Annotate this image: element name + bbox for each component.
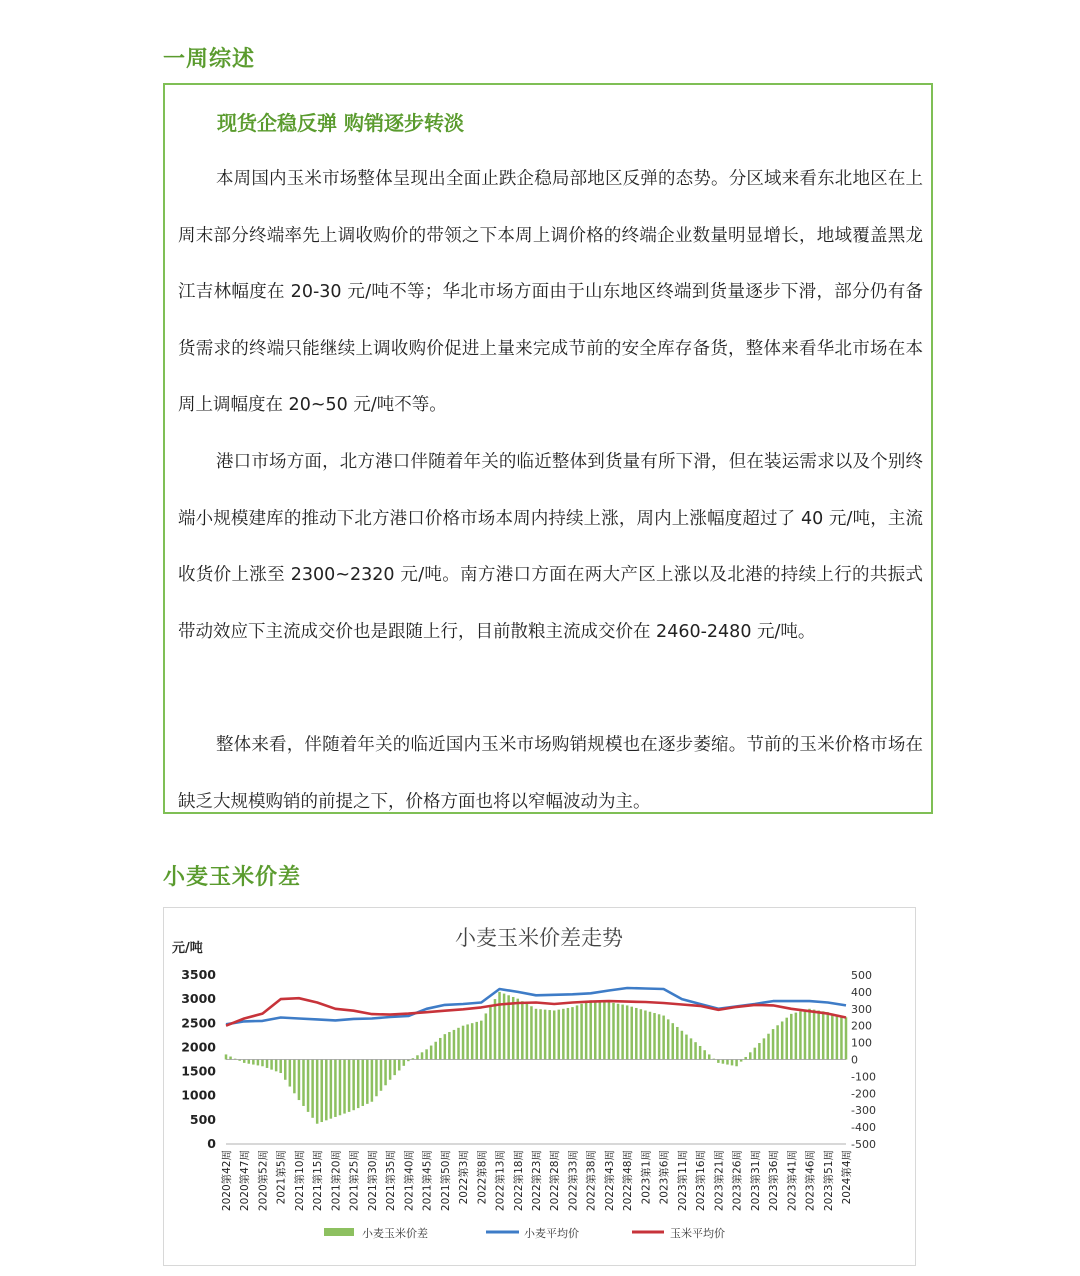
left-tick-label: 3000: [181, 991, 216, 1007]
x-axis-labels: [220, 1150, 853, 1211]
legend-label-corn: 玉米平均价: [670, 1227, 725, 1240]
right-tick-label: -300: [851, 1104, 876, 1118]
x-tick-label: 2022第18周: [512, 1150, 525, 1212]
spread-bar: [375, 1060, 378, 1097]
x-tick-label: 2023第11周: [676, 1150, 689, 1212]
x-tick-label: 2023第26周: [731, 1150, 744, 1212]
spread-bar: [298, 1060, 301, 1101]
spread-bar: [795, 1013, 798, 1060]
spread-bar: [430, 1046, 433, 1060]
spread-bar: [749, 1052, 752, 1059]
spread-bar: [685, 1035, 688, 1060]
x-tick-label: 2022第8周: [476, 1150, 489, 1205]
spread-bar: [845, 1017, 848, 1059]
y-axis-unit-label: 元/吨: [172, 941, 203, 956]
spread-bar: [439, 1038, 442, 1060]
x-tick-label: 2020第47周: [239, 1150, 252, 1212]
spread-bar: [466, 1024, 469, 1059]
spread-bar: [393, 1060, 396, 1076]
spread-bar: [694, 1042, 697, 1059]
spread-bar: [320, 1060, 323, 1123]
x-tick-label: 2020第52周: [257, 1150, 270, 1212]
section-title-wheat-corn-spread: 小麦玉米价差: [163, 865, 302, 890]
spread-bar: [790, 1014, 793, 1060]
spread-bar: [831, 1013, 834, 1059]
left-tick-label: 2000: [181, 1039, 216, 1055]
right-tick-label: -400: [851, 1121, 876, 1135]
spread-bar: [252, 1060, 255, 1065]
legend-swatch-spread: [324, 1228, 354, 1236]
x-tick-label: 2023第16周: [695, 1150, 708, 1212]
spread-bar: [717, 1060, 720, 1063]
spread-bar: [813, 1010, 816, 1060]
spread-bar: [225, 1054, 228, 1059]
spread-bar: [672, 1023, 675, 1059]
x-tick-label: 2023第21周: [713, 1150, 726, 1212]
right-tick-label: 200: [851, 1019, 872, 1033]
x-tick-label: 2022第33周: [567, 1150, 580, 1212]
spread-bar: [475, 1022, 478, 1060]
spread-bar: [462, 1026, 465, 1060]
spread-bar: [526, 1004, 529, 1060]
spread-bar: [434, 1042, 437, 1060]
spread-bar: [822, 1011, 825, 1059]
left-tick-label: 2500: [181, 1015, 216, 1031]
chart-frame: [163, 907, 916, 1266]
spread-bar: [403, 1060, 406, 1066]
left-tick-label: 1500: [181, 1063, 216, 1079]
spread-bar: [585, 1002, 588, 1059]
spread-bar: [799, 1011, 802, 1059]
spread-bar: [371, 1060, 374, 1102]
spread-bar: [567, 1008, 570, 1060]
spread-bar: [658, 1014, 661, 1059]
x-tick-label: 2023第41周: [786, 1150, 799, 1212]
spread-bar: [676, 1027, 679, 1060]
right-tick-label: 300: [851, 1002, 872, 1016]
x-tick-label: 2021第5周: [275, 1150, 288, 1205]
x-tick-label: 2021第10周: [293, 1150, 306, 1212]
x-tick-label: 2021第50周: [439, 1150, 452, 1212]
spread-chart: [164, 908, 915, 1265]
x-tick-label: 2023第51周: [822, 1150, 835, 1212]
spread-bar: [667, 1019, 670, 1059]
spread-bar: [763, 1038, 766, 1059]
spread-bar: [630, 1007, 633, 1060]
spread-bar: [384, 1060, 387, 1086]
spread-bar: [485, 1013, 488, 1059]
x-tick-label: 2024第4周: [841, 1150, 853, 1205]
spread-bar: [612, 1003, 615, 1060]
section-title-weekly-summary: 一周综述: [163, 47, 256, 72]
spread-bar: [544, 1010, 547, 1060]
spread-bar: [471, 1023, 474, 1059]
spread-bar: [603, 1002, 606, 1060]
spread-bar: [776, 1025, 779, 1059]
spread-bar: [767, 1034, 770, 1060]
spread-bar: [599, 1001, 602, 1059]
spread-bar: [398, 1060, 401, 1071]
spread-bar: [626, 1005, 629, 1059]
x-tick-label: 2022第48周: [622, 1150, 635, 1212]
spread-bar: [708, 1054, 711, 1059]
spread-bar: [284, 1060, 287, 1080]
right-tick-label: 0: [851, 1053, 858, 1067]
right-tick-label: -100: [851, 1070, 876, 1084]
spread-bar: [339, 1060, 342, 1116]
spread-bar: [722, 1060, 725, 1064]
spread-bar: [808, 1009, 811, 1060]
summary-paragraph-2: 港口市场方面，北方港口伴随着年关的临近整体到货量有所下滑，但在装运需求以及个别终端小规模建库的推动下北方港口价格市场本周内持续上涨，周内上涨幅度超过了 40 元/吨，主流收货价上涨至 2300~2320 元/吨。南方港口方面在两大产区上涨以及北港的持续上行的共振式带动效应下主流成交价也是跟随上行，目前散粮主流成交价在 2460-2480 元/吨。: [178, 452, 923, 642]
spread-bar: [589, 1000, 592, 1059]
left-tick-label: 3500: [181, 967, 216, 982]
spread-bar: [758, 1043, 761, 1059]
spread-bar: [517, 999, 520, 1060]
spread-bar: [772, 1029, 775, 1059]
spread-bar: [248, 1060, 251, 1064]
spread-bar: [653, 1013, 656, 1059]
spread-bar: [617, 1004, 620, 1060]
summary-paragraph-3: 整体来看，伴随着年关的临近国内玉米市场购销规模也在逐步萎缩。节前的玉米价格市场在缺乏大规模购销的前提之下，价格方面也将以窄幅波动为主。: [178, 735, 923, 812]
spread-bar: [640, 1009, 643, 1059]
spread-bar: [494, 999, 497, 1059]
x-tick-label: 2021第15周: [312, 1150, 325, 1212]
spread-bar: [649, 1012, 652, 1060]
spread-bar: [699, 1046, 702, 1060]
spread-bar: [827, 1012, 830, 1059]
spread-bar: [380, 1060, 383, 1091]
x-tick-label: 2021第25周: [348, 1150, 361, 1212]
spread-bar: [311, 1060, 314, 1118]
legend-label-wheat: 小麦平均价: [524, 1227, 579, 1240]
x-tick-label: 2022第23周: [531, 1150, 543, 1212]
spread-bar: [343, 1060, 346, 1114]
spread-bar: [662, 1016, 665, 1060]
spread-bar: [840, 1016, 843, 1060]
spread-bar: [681, 1031, 684, 1060]
right-tick-label: 500: [851, 969, 872, 982]
spread-bar: [754, 1048, 757, 1060]
x-tick-label: 2023第46周: [804, 1150, 817, 1212]
x-tick-label: 2022第43周: [603, 1150, 616, 1212]
spread-bar: [243, 1060, 246, 1063]
spread-bar: [357, 1060, 360, 1109]
spread-bar: [270, 1060, 273, 1070]
spread-bar: [539, 1009, 542, 1059]
spread-bar: [489, 1006, 492, 1059]
spread-bar: [425, 1049, 428, 1059]
spread-bar: [453, 1030, 456, 1060]
x-tick-label: 2023第1周: [640, 1150, 653, 1205]
spread-bar: [229, 1057, 232, 1060]
spread-bar: [580, 1004, 583, 1060]
summary-subtitle: 现货企稳反弹 购销逐步转淡: [217, 111, 464, 135]
spread-bar: [421, 1052, 424, 1059]
right-tick-label: 100: [851, 1036, 872, 1050]
right-tick-label: 400: [851, 985, 872, 999]
spread-bar: [266, 1060, 269, 1068]
left-axis-ticks: [181, 967, 216, 1151]
x-tick-label: 2021第35周: [385, 1150, 398, 1212]
chart-title: 小麦玉米价差走势: [455, 926, 623, 950]
spread-bar: [530, 1006, 533, 1059]
x-tick-label: 2022第3周: [458, 1150, 471, 1205]
spread-bar: [703, 1050, 706, 1059]
left-tick-label: 0: [207, 1136, 216, 1151]
spread-bar: [594, 1001, 597, 1060]
spread-bar: [334, 1060, 337, 1117]
spread-bar: [731, 1060, 734, 1066]
summary-box: [163, 83, 933, 814]
spread-bar: [480, 1021, 483, 1060]
x-tick-label: 2023第6周: [658, 1150, 671, 1205]
x-tick-label: 2022第28周: [549, 1150, 562, 1212]
spread-bar: [535, 1009, 538, 1060]
right-axis-ticks: [851, 969, 876, 1151]
summary-paragraph-1: 本周国内玉米市场整体呈现出全面止跌企稳局部地区反弹的态势。分区域来看东北地区在上周末部分终端率先上调收购价的带领之下本周上调价格的终端企业数量明显增长，地域覆盖黑龙江吉林幅度在 20-30 元/吨不等；华北市场方面由于山东地区终端到货量逐步下滑，部分仍有备货需求的终端只能继续上调收购价促进上量来完成节前的安全库存备货，整体来看华北市场在本周上调幅度在 20~50 元/吨不等。: [178, 169, 923, 416]
spread-bar: [817, 1010, 820, 1059]
left-tick-label: 1000: [181, 1087, 216, 1103]
spread-bar: [316, 1060, 319, 1124]
spread-bar: [690, 1038, 693, 1059]
x-tick-label: 2021第45周: [421, 1150, 434, 1212]
spread-bar: [608, 1002, 611, 1059]
spread-bars: [225, 992, 848, 1124]
legend: [324, 1226, 725, 1240]
spread-bar: [804, 1010, 807, 1059]
spread-bar: [293, 1060, 296, 1094]
spread-bar: [726, 1060, 729, 1065]
spread-bar: [366, 1060, 369, 1104]
spread-bar: [275, 1060, 278, 1072]
spread-bar: [457, 1028, 460, 1060]
spread-bar: [644, 1010, 647, 1059]
spread-bar: [444, 1034, 447, 1059]
spread-bar: [352, 1060, 355, 1111]
spread-bar: [302, 1060, 305, 1106]
spread-bar: [521, 1001, 524, 1059]
spread-bar: [562, 1009, 565, 1060]
spread-bar: [289, 1060, 292, 1087]
spread-bar: [558, 1010, 561, 1060]
x-tick-label: 2021第40周: [403, 1150, 416, 1212]
right-tick-label: -200: [851, 1087, 876, 1101]
spread-bar: [257, 1060, 260, 1066]
spread-bar: [548, 1010, 551, 1059]
spread-bar: [576, 1005, 579, 1059]
spread-bar: [279, 1060, 282, 1074]
x-tick-label: 2023第36周: [768, 1150, 781, 1212]
spread-bar: [348, 1060, 351, 1112]
spread-bar: [785, 1018, 788, 1060]
spread-bar: [571, 1007, 574, 1059]
x-tick-label: 2021第30周: [366, 1150, 379, 1212]
spread-bar: [416, 1055, 419, 1059]
spread-bar: [307, 1060, 310, 1112]
x-tick-label: 2023第31周: [749, 1150, 762, 1212]
x-tick-label: 2021第20周: [330, 1150, 343, 1212]
spread-bar: [389, 1060, 392, 1080]
spread-bar: [362, 1060, 365, 1106]
x-tick-label: 2022第38周: [585, 1150, 598, 1212]
spread-bar: [735, 1060, 738, 1067]
left-tick-label: 500: [189, 1111, 216, 1127]
spread-bar: [261, 1060, 264, 1067]
spread-bar: [553, 1010, 556, 1059]
spread-bar: [621, 1005, 624, 1060]
x-tick-label: 2022第13周: [494, 1150, 507, 1212]
spread-bar: [325, 1060, 328, 1121]
spread-bar: [498, 992, 501, 1060]
spread-bar: [781, 1021, 784, 1059]
legend-label-spread: 小麦玉米价差: [362, 1227, 428, 1240]
x-tick-label: 2020第42周: [221, 1150, 233, 1212]
spread-bar: [836, 1015, 839, 1060]
spread-bar: [330, 1060, 333, 1119]
spread-bar: [635, 1008, 638, 1060]
spread-bar: [512, 997, 515, 1060]
spread-bar: [448, 1032, 451, 1059]
right-tick-label: -500: [851, 1138, 876, 1151]
